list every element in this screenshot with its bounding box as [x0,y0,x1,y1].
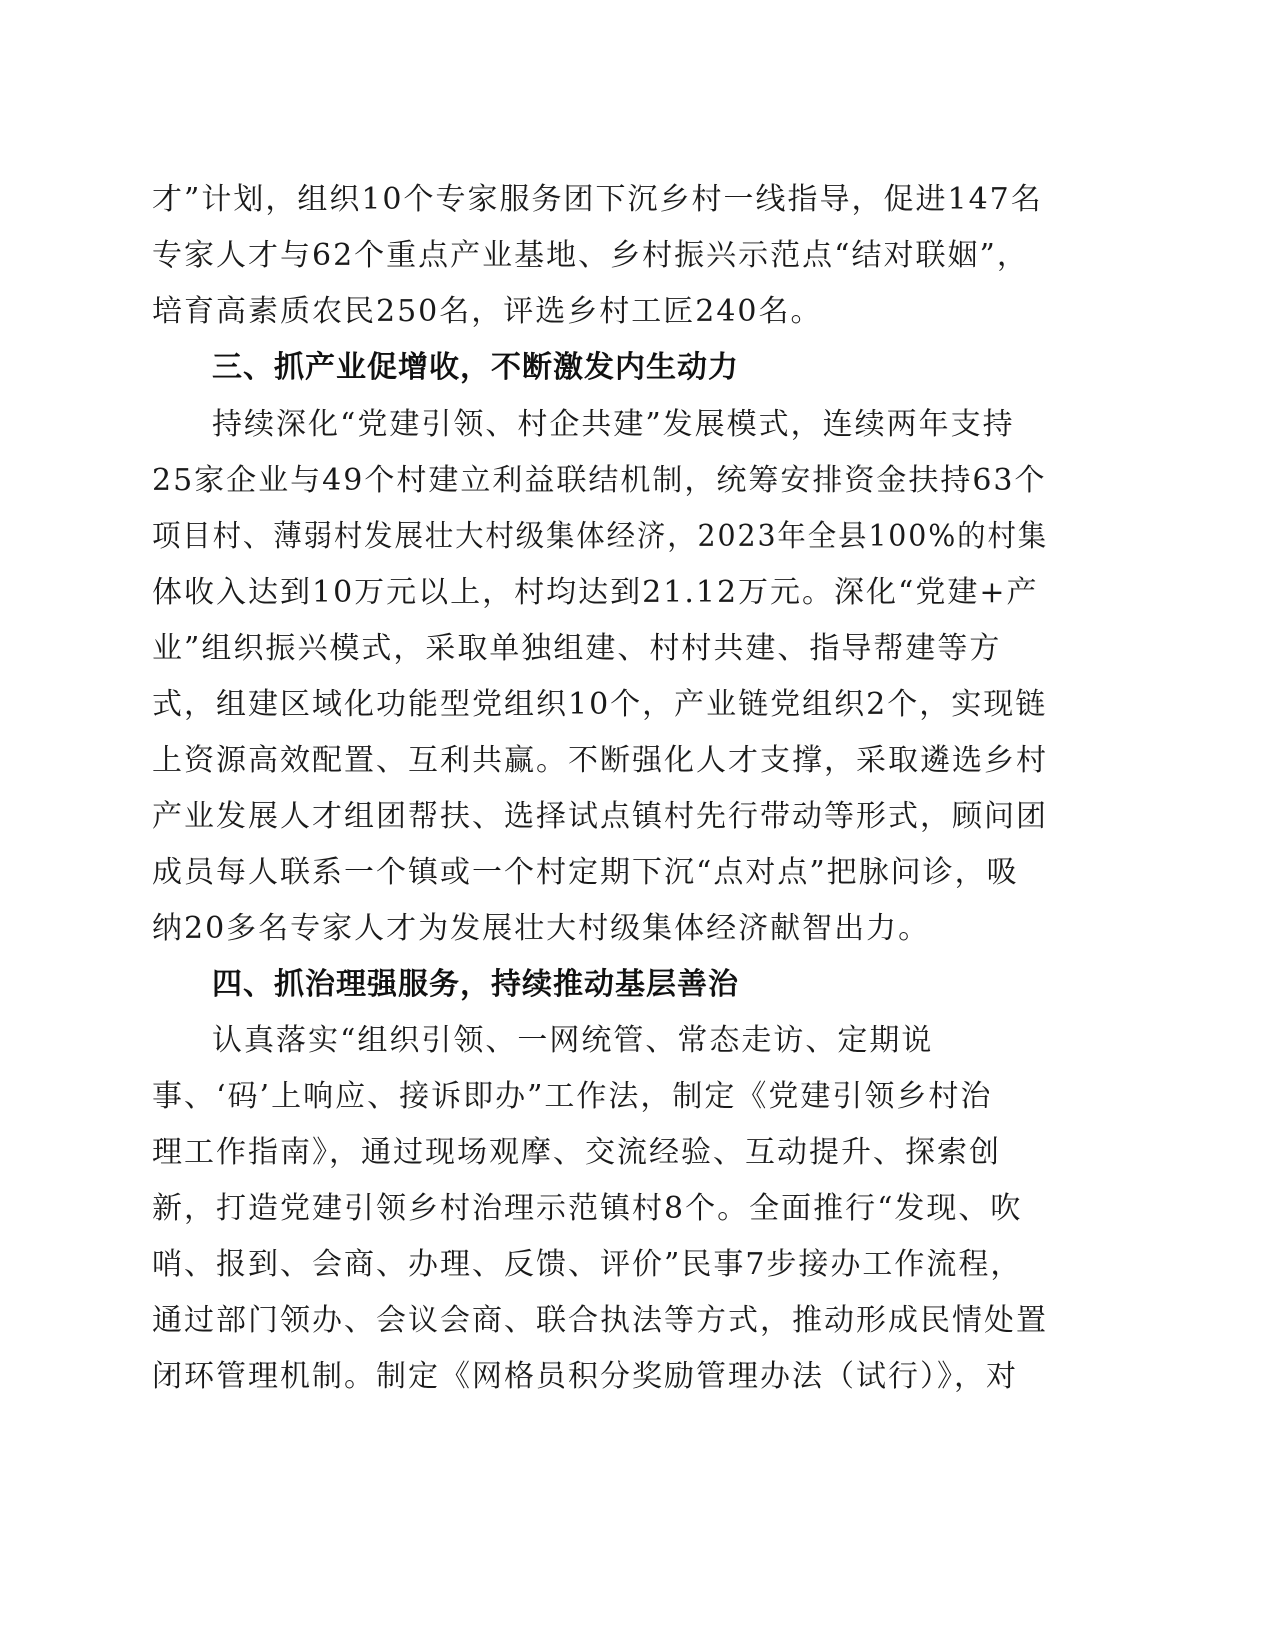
body-line: 上资源高效配置、互利共赢。不断强化人才支撑，采取遴选乡村 [152,743,1048,778]
body-line: 才”计划，组织10个专家服务团下沉乡村一线指导，促进147名 [152,182,1043,217]
body-line: 通过部门领办、会议会商、联合执法等方式，推动形成民情处置 [152,1303,1048,1338]
body-line: 专家人才与62个重点产业基地、乡村振兴示范点“结对联姻”， [152,238,1029,273]
body-line: 25家企业与49个村建立利益联结机制，统筹安排资金扶持63个 [152,463,1047,498]
body-line: 纳20多名专家人才为发展壮大村级集体经济献智出力。 [152,911,931,946]
body-line: 哨、报到、会商、办理、反馈、评价”民事7步接办工作流程， [152,1247,1023,1282]
body-line: 事、‘码’上响应、接诉即办”工作法，制定《党建引领乡村治 [152,1079,993,1114]
body-line: 成员每人联系一个镇或一个村定期下沉“点对点”把脉问诊，吸 [152,855,1019,890]
body-line: 闭环管理机制。制定《网格员积分奖励管理办法（试行）》，对 [152,1359,1018,1394]
body-line: 业”组织振兴模式，采取单独组建、村村共建、指导帮建等方 [152,631,1002,666]
section-heading-4: 四、抓治理强服务，持续推动基层善治 [212,967,739,1002]
body-line: 新，打造党建引领乡村治理示范镇村8个。全面推行“发现、吹 [152,1191,1023,1226]
body-line: 产业发展人才组团帮扶、选择试点镇村先行带动等形式，顾问团 [152,799,1048,834]
body-line: 认真落实“组织引领、一网统管、常态走访、定期说 [212,1023,934,1058]
body-line: 式，组建区域化功能型党组织10个，产业链党组织2个，实现链 [152,687,1048,722]
section-heading-3: 三、抓产业促增收，不断激发内生动力 [212,350,739,385]
body-line: 培育高素质农民250名，评选乡村工匠240名。 [152,294,823,329]
body-line: 理工作指南》，通过现场观摩、交流经验、互动提升、探索创 [152,1135,1001,1170]
body-line: 体收入达到10万元以上，村均达到21.12万元。深化“党建+产 [152,575,1039,610]
body-line: 项目村、薄弱村发展壮大村级集体经济，2023年全县100%的村集 [152,519,1049,554]
body-line: 持续深化“党建引领、村企共建”发展模式，连续两年支持 [212,407,1015,442]
